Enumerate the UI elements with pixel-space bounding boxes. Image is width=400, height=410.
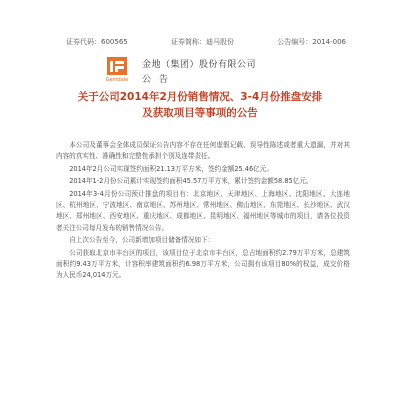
paragraph-ytd-sales: 2014年1-2月份公司累计实现签约面积45.57万平方米，累计签约金额58.85亿元。: [69, 177, 313, 186]
document-title: [30, 89, 370, 121]
title-line-2: 及获取项目等事项的公告: [142, 107, 258, 119]
company-name: 金地（集团）股份有限公司: [142, 60, 257, 70]
header-code-bar: [66, 34, 346, 50]
announcement-number: 公告编号：2014-006: [277, 38, 346, 46]
stock-code: 证券代码：600565: [66, 38, 128, 46]
paragraph-launch-plan: 2014年3-4月份公司预计推盘的项目有：北京地区、天津地区、上海地区、沈阳地区、大连地区、杭州地区、宁波地区、南京地区、苏州地区、常州地区、佛山地区、东莞地区、长沙地区、武汉地区、郑州地区、西安地区、重庆地区、成都地区、昆明地区、福州地区等城市的项目，请各位投资者关注公司每月发布的销售情况公告。: [56, 189, 350, 232]
document-body: [56, 140, 350, 283]
company-header: [100, 56, 310, 86]
paragraph-new-projects-intro: 自上次公告至今，公司新增加项目储备情况如下：: [69, 236, 215, 245]
stock-short-name: 证券简称：迪马股份: [171, 38, 235, 46]
announcement-label: 公告: [142, 75, 177, 85]
paragraph-disclaimer: 本公司及董事会全体成员保证公告内容不存在任何虚假记载、误导性陈述或者重大遗漏，并对其内容的真实性、准确性和完整性承担个别及连带责任。: [56, 141, 350, 161]
title-line-1: 关于公司2014年2月份销售情况、3-4月份推盘安排: [77, 91, 323, 103]
logo-wordmark: Gemdale: [105, 77, 129, 83]
paragraph-feb-sales: 2014年2月公司实现签约面积21.13万平方米，签约金额25.46亿元。: [69, 164, 273, 173]
paragraph-beijing-project: 公司获取北京市丰台区的项目，该项目位于北京市丰台区，总占地面积约2.79万平方米，总建筑面积约9.43万平方米，计容积率建筑面积约6.98万平方米，公司拥有该项目80%的权益，成交价格为人民币24,014万元。: [56, 248, 350, 280]
